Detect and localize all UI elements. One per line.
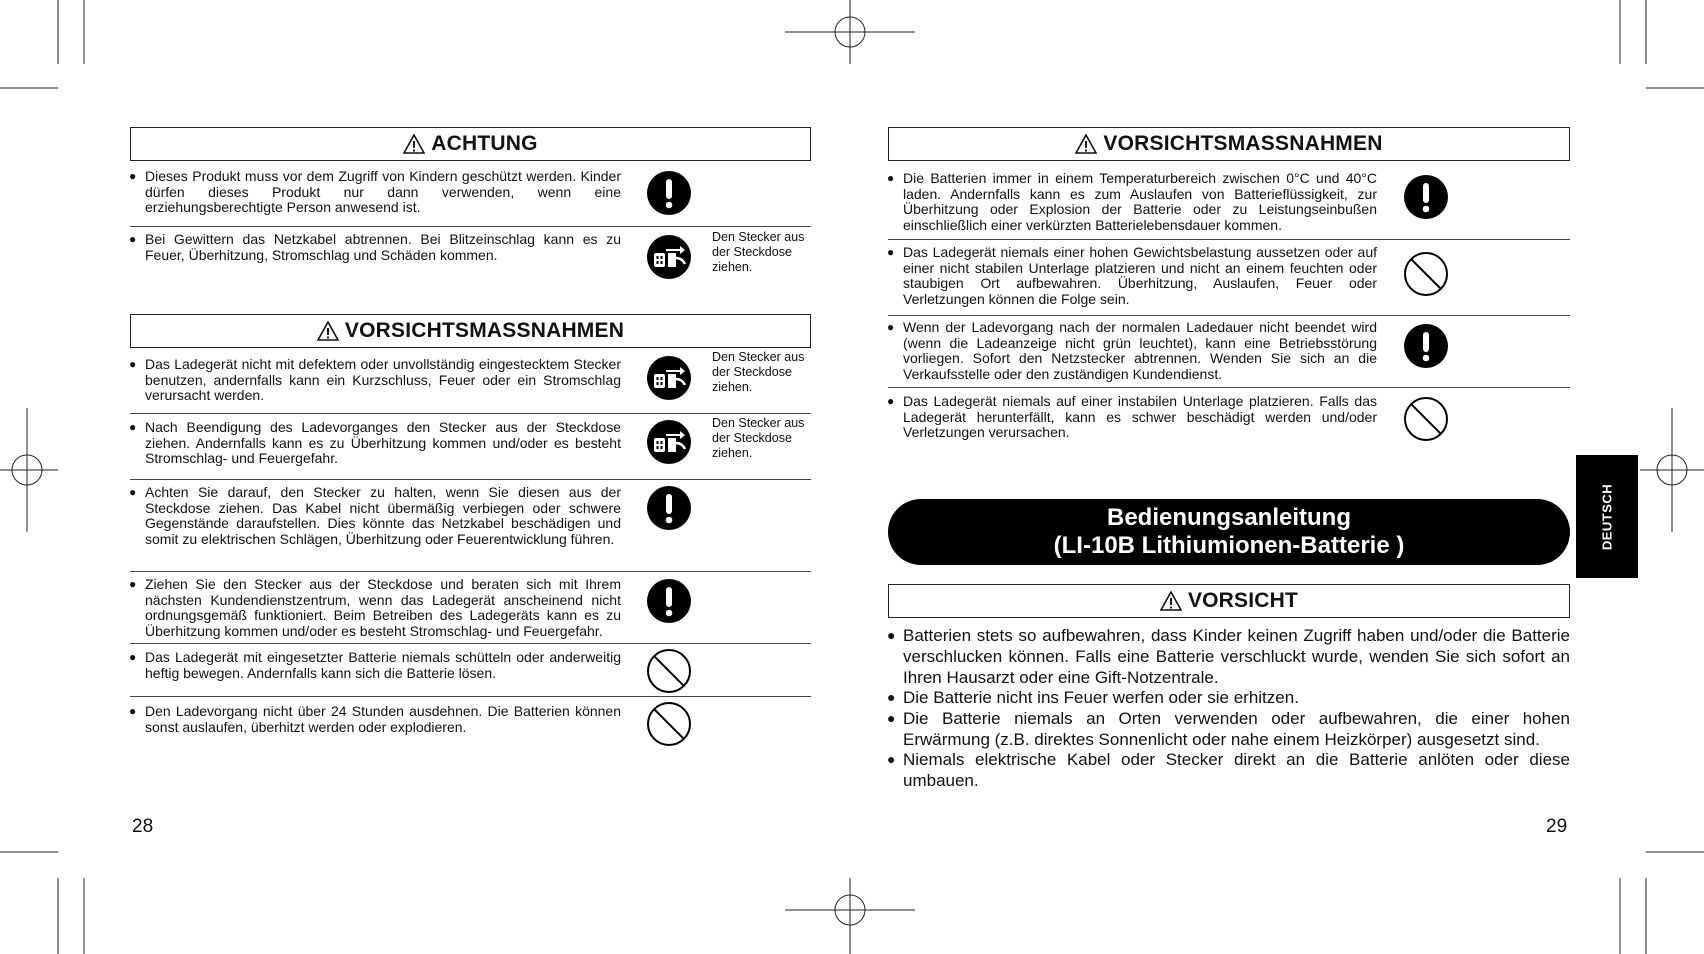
icon-caption: Den Stecker aus der Steckdose ziehen. <box>712 350 805 394</box>
vorsichtsmassnahmen-heading: VORSICHTSMASSNAHMEN <box>130 314 811 348</box>
mandatory-icon <box>646 485 692 531</box>
unplug-icon <box>646 234 692 280</box>
prohibited-icon <box>646 648 692 694</box>
manual-title-banner <box>888 499 1570 565</box>
divider <box>130 696 811 697</box>
vorsicht-heading: VORSICHT <box>888 584 1570 618</box>
banner-title: Bedienungsanleitung <box>1106 504 1351 531</box>
mandatory-icon <box>646 578 692 624</box>
list-item: ● Bei Gewittern das Netzkabel abtrennen. Bei Blitzeinschlag kann es zu Feuer, Überhitzung, Stromschlag und Schäden kommen. <box>129 231 621 263</box>
page-number: 28 <box>132 816 154 837</box>
list-item: ● Dieses Produkt muss vor dem Zugriff von Kindern geschützt werden. Kinder dürfen dieses Produkt nur dann verwenden, wenn eine erziehungsberechtigte Person anwesend ist. <box>129 168 621 215</box>
mandatory-icon <box>1403 323 1449 369</box>
unplug-icon <box>646 419 692 465</box>
mandatory-icon <box>1403 174 1449 220</box>
vorsichtsmassnahmen-heading: VORSICHTSMASSNAHMEN <box>888 127 1570 161</box>
warning-icon <box>1160 591 1182 611</box>
list-item: ● Wenn der Ladevorgang nach der normalen Ladedauer nicht beendet wird (wenn die Ladeanzeige nicht grün leuchtet), kann eine Betriebsstörung vorliegen. Sofort den Netzstecker abtrennen. Wenden Sie sich an die Verkaufsstelle oder den zuständigen Kundendienst. <box>887 319 1377 382</box>
divider <box>888 239 1570 240</box>
divider <box>130 413 811 414</box>
list-item: ● Das Ladegerät niemals auf einer instabilen Unterlage platzieren. Falls das Ladegerät herunterfällt, kann es schwer beschädigt werden und/oder Verletzungen verursachen. <box>887 393 1377 440</box>
warning-icon <box>403 134 425 154</box>
divider <box>888 387 1570 388</box>
page-number: 29 <box>1546 816 1568 837</box>
list-item: ● Die Batterie niemals an Orten verwenden oder aufbewahren, die einer hohen Erwärmung (z.B. direktes Sonnenlicht oder nahe einem Heizkörper) ausgesetzt sind. <box>887 709 1570 749</box>
list-item: ● Achten Sie darauf, den Stecker zu halten, wenn Sie diesen aus der Steckdose ziehen. Das Kabel nicht übermäßig verbiegen oder schwere Gegenstände daraufstellen. Dies könnte das Netzkabel beschädigen und somit zu elektrischen Schlägen, Überhitzung oder Feuerentwicklung führen. <box>129 484 621 547</box>
divider <box>888 315 1570 316</box>
divider <box>130 643 811 644</box>
divider <box>130 226 811 227</box>
list-item: ● Den Ladevorgang nicht über 24 Stunden ausdehnen. Die Batterien können sonst auslaufen, überhitzt werden oder explodieren. <box>129 703 621 735</box>
icon-caption: Den Stecker aus der Steckdose ziehen. <box>712 416 805 460</box>
list-item: ● Das Ladegerät mit eingesetzter Batterie niemals schütteln oder anderweitig heftig bewegen. Andernfalls kann sich die Batterie lösen. <box>129 649 621 681</box>
list-item: ● Batterien stets so aufbewahren, dass Kinder keinen Zugriff haben und/oder die Batterie verschlucken können. Falls eine Batterie verschluckt wurde, wenden Sie sich sofort an Ihren Hausarzt oder eine Gift-Notzentrale. <box>887 626 1570 687</box>
list-item: ● Ziehen Sie den Stecker aus der Steckdose und beraten sich mit Ihrem nächsten Kundendienstzentrum, wenn das Ladegerät anscheinend nicht ordnungsgemäß funktioniert. Beim Betreiben des Ladegeräts kann es zu Überhitzung kommen und/oder es besteht Stromschlag- und Feuergefahr. <box>129 576 621 639</box>
list-item: ● Das Ladegerät niemals einer hohen Gewichtsbelastung aussetzen oder auf einer nicht stabilen Unterlage platzieren und nicht an einem feuchten oder staubigen Ort aufbewahren. Überhitzung, Auslaufen, Feuer oder Verletzungen können die Folge sein. <box>887 244 1377 307</box>
mandatory-icon <box>646 170 692 216</box>
list-item: ● Das Ladegerät nicht mit defektem oder unvollständig eingestecktem Stecker benutzen, andernfalls kann ein Kurzschluss, Feuer oder ein Stromschlag verursacht werden. <box>129 356 621 403</box>
icon-caption: Den Stecker aus der Steckdose ziehen. <box>712 230 805 274</box>
list-item: ● Nach Beendigung des Ladevorganges den Stecker aus der Steckdose ziehen. Andernfalls kann es zu Überhitzung kommen und/oder es besteht Stromschlag- und Feuergefahr. <box>129 419 621 466</box>
language-tab: DEUTSCH <box>1576 455 1638 578</box>
achtung-heading: ACHTUNG <box>130 127 811 161</box>
list-item: ● Die Batterie nicht ins Feuer werfen oder sie erhitzen. <box>887 688 1299 707</box>
divider <box>130 479 811 480</box>
warning-icon <box>1075 134 1097 154</box>
banner-subtitle: (LI-10B Lithiumionen-Batterie ) <box>1053 532 1405 559</box>
list-item: ● Niemals elektrische Kabel oder Stecker direkt an die Batterie anlöten oder diese umbauen. <box>887 750 1570 790</box>
warning-icon <box>317 321 339 341</box>
prohibited-icon <box>1403 251 1449 297</box>
divider <box>130 571 811 572</box>
unplug-icon <box>646 355 692 401</box>
prohibited-icon <box>646 701 692 747</box>
list-item: ● Die Batterien immer in einem Temperaturbereich zwischen 0°C und 40°C laden. Andernfalls kann es zum Auslaufen von Batterieflüssigkeit, zur Überhitzung oder Explosion der Batterie oder zu Leistungseinbußen einschließlich einer verkürzten Batterielebensdauer kommen. <box>887 170 1377 233</box>
prohibited-icon <box>1403 396 1449 442</box>
